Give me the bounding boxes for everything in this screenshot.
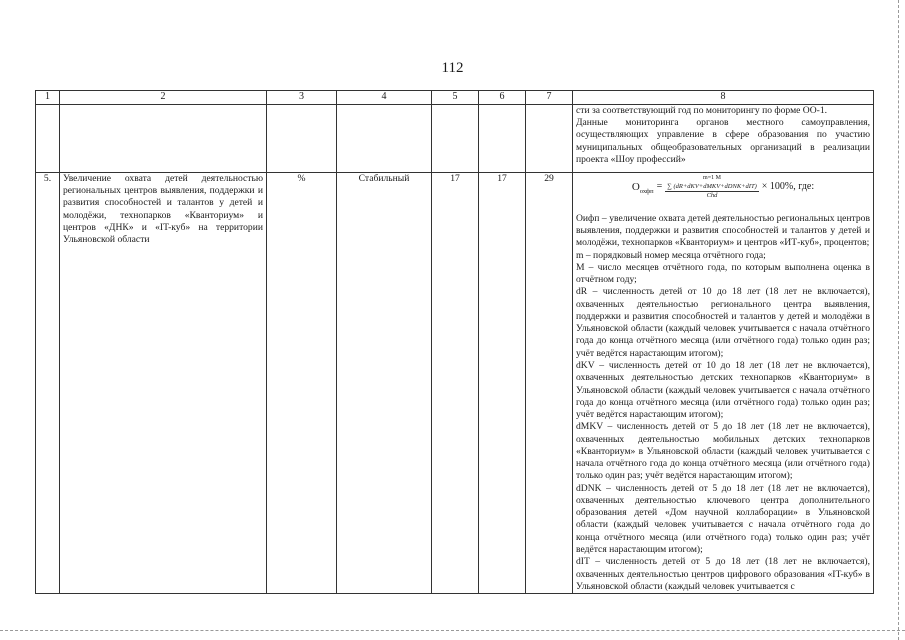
table-row-indicator-5 — [36, 172, 874, 593]
definition: M – число месяцев отчётного года, по которым выполнена оценка в отчётном году; — [576, 261, 870, 286]
definition: dIT – численность детей от 5 до 18 лет (18 лет не включается), охваченных деятельностью центров цифрового образования «IT-куб» в Ульяновской области (каждый человек учитывается с — [576, 556, 870, 592]
formula-tail: × 100%, где: — [761, 181, 815, 193]
formula-lhs — [632, 180, 654, 197]
method-text: сти за соответствующий год по мониторингу по форме ОО-1. — [576, 104, 828, 116]
definition: m – порядковый номер месяца отчётного года; — [576, 249, 766, 261]
definition: dDNK – численность детей от 5 до 18 лет (18 лет не включается), охваченных деятельностью ключевого центра дополнительного образования детей «Дом научной коллаборации» в Ульяновской области (каждый человек учитывается с начала отчётного года до конца отчётного месяца (или отчётного года) только один раз; учёт ведётся нарастающим итогом); — [576, 482, 870, 555]
cell-row-number: 5. — [36, 172, 60, 593]
cell-calculation-method — [573, 172, 874, 593]
method-text: Данные мониторинга органов местного самоуправления, осуществляющих управление в сфере образования по участию муниципальных общеобразовательных организаций в реализации проекта «Шоу профессий» — [576, 117, 870, 165]
cell-indicator-name: Увеличение охвата детей деятельностью региональных центров выявления, поддержки и развития способностей и талантов у детей и молодёжи, технопарков «Кванториум» и центров «ДНК» и «IT-куб» на территории Ульяновской области — [60, 172, 267, 593]
cell-empty — [267, 104, 337, 172]
definition: Оифп – увеличение охвата детей деятельностью региональных центров выявления, поддержки и развития способностей и талантов у детей и молодёжи, технопарков «Кванториум» и центров «ИТ-куб», процентов; — [576, 212, 870, 249]
indicator-table — [35, 90, 874, 594]
cell-empty — [337, 104, 432, 172]
scan-edge-right — [898, 0, 899, 640]
cell-empty — [36, 104, 60, 172]
col-header-4: 4 — [337, 91, 432, 105]
formula-subscript: охфп — [639, 187, 654, 195]
cell-empty — [60, 104, 267, 172]
formula-numerator: ∑ (dR+dKV+dMKV+dDNK+dIT) — [665, 183, 759, 192]
formula-denominator: Chd — [706, 192, 718, 200]
cell-empty — [479, 104, 526, 172]
formula-sum-limits: m=1 M — [703, 175, 721, 182]
col-header-7: 7 — [526, 91, 573, 105]
formula-equals: = — [656, 181, 663, 193]
col-header-3: 3 — [267, 91, 337, 105]
scan-edge-bottom — [0, 630, 905, 631]
col-header-5: 5 — [432, 91, 479, 105]
page-number: 112 — [441, 60, 464, 76]
definition: dMKV – численность детей от 5 до 18 лет (18 лет не включается), охваченных деятельностью мобильных детских технопарков «Кванториум» в Ульяновской области (каждый человек учитывается с начала отчётного года до конца отчётного месяца (или отчётного года) только один раз; учёт ведётся нарастающим итогом); — [576, 421, 870, 482]
col-header-6: 6 — [479, 91, 526, 105]
column-number-row — [36, 91, 874, 105]
definition: dR – численность детей от 10 до 18 лет (18 лет не включается), охваченных деятельностью регионального центра выявления, поддержки и развития способностей и талантов у детей и молодёжи в Ульяновской области (каждый человек учитывается с начала отчётного года до конца отчётного месяца (или отчётного года) только один раз; учёт ведётся нарастающим итогом); — [576, 286, 870, 359]
formula — [576, 173, 870, 203]
cell-value-7: 29 — [526, 172, 573, 593]
formula-symbol: О — [631, 180, 640, 193]
col-header-8: 8 — [573, 91, 874, 105]
cell-unit: % — [267, 172, 337, 593]
table-row-continuation — [36, 104, 874, 172]
cell-empty — [432, 104, 479, 172]
cell-indicator-type: Стабильный — [337, 172, 432, 593]
col-header-2: 2 — [60, 91, 267, 105]
cell-method-continuation — [573, 104, 874, 172]
col-header-1: 1 — [36, 91, 60, 105]
formula-fraction — [665, 175, 759, 200]
definition: dKV – численность детей от 10 до 18 лет (18 лет не включается), охваченных деятельностью детских технопарков «Кванториум» в Ульяновской области (каждый человек учитывается с начала отчётного года до конца отчётного месяца (или отчётного года) только один раз; учёт ведётся нарастающим итогом); — [576, 359, 870, 421]
cell-empty — [526, 104, 573, 172]
cell-value-5: 17 — [432, 172, 479, 593]
cell-value-6: 17 — [479, 172, 526, 593]
